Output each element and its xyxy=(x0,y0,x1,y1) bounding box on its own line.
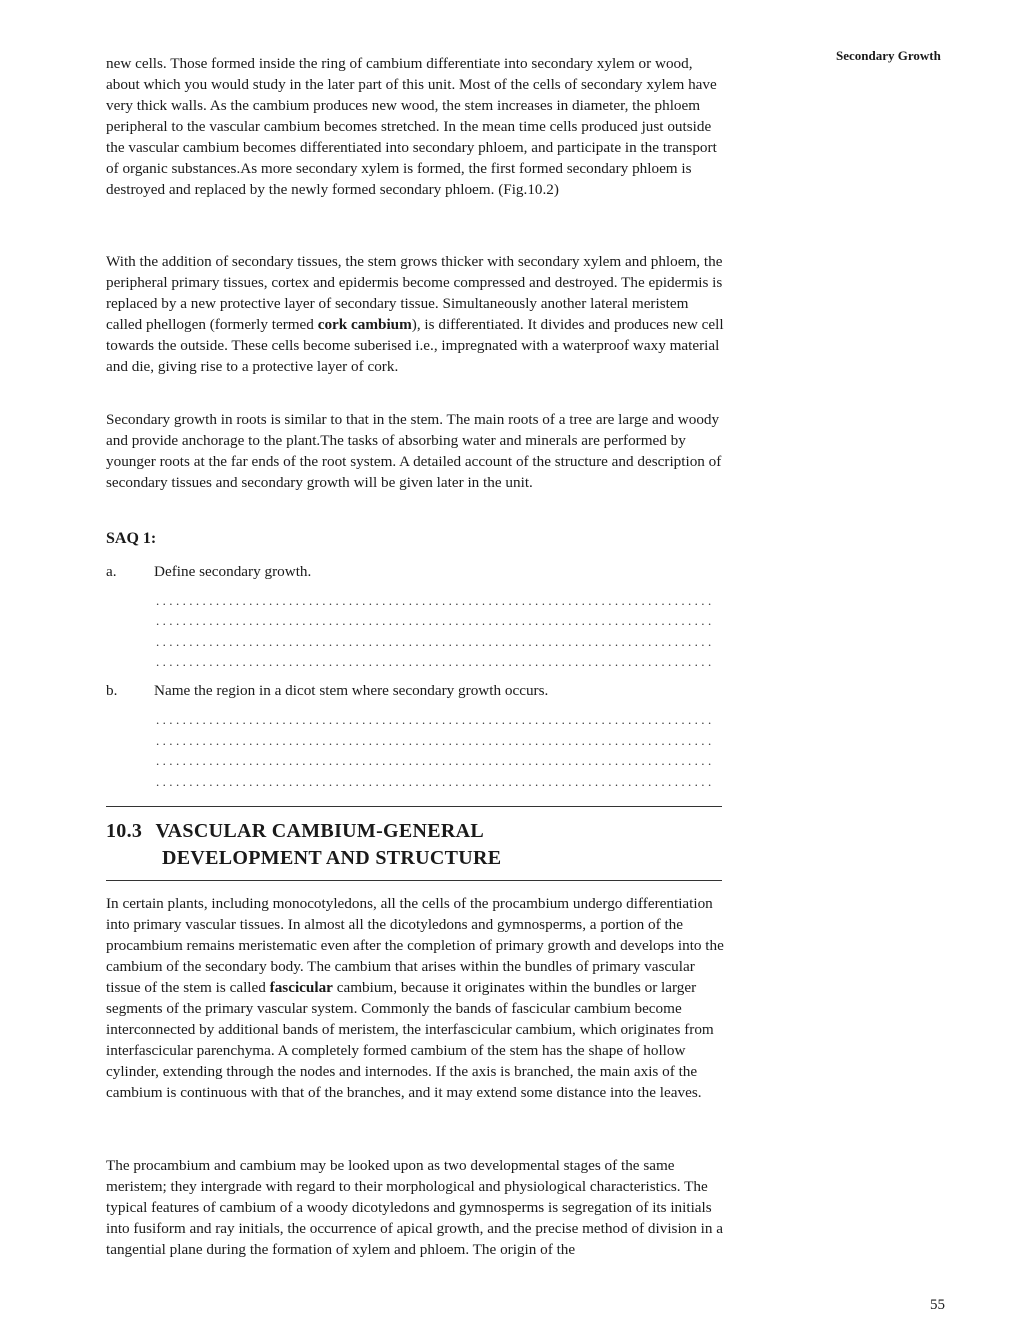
paragraph-4-part-a: In certain plants, including monocotyledons, all the cells of the procambium undergo differentiation into primary vascular tissues. In almost all the dicotyledons and gymnosperms, a portion of the procambium remains meristematic even after the completion of primary growth and develops into the cambium of the secondary body. The cambium that arises within the bundles of primary vascular tissue of the stem is called xyxy=(106,895,724,996)
question-b-text: Name the region in a dicot stem where secondary growth occurs. xyxy=(154,682,549,699)
paragraph-5-text: The procambium and cambium may be looked upon as two developmental stages of the same meristem; they intergrade with regard to their morphological and physiological characteristics. The typical features of cambium of a woody dicotyledons and gymnosperms is segregation of its initials into fusiform and ray initials, the occurrence of apical growth, and the precise method of division in a tangential plane during the formation of xylem and phloem. The origin of the xyxy=(106,1157,724,1258)
paragraph-1-text: new cells. Those formed inside the ring of cambium differentiate into secondary xylem or wood, about which you would study in the later part of this unit. Most of the cells of secondary xylem have very thick walls. As the cambium produces new wood, the stem increases in diameter, the phloem peripheral to the vascular cambium becomes stretched. In the mean time cells produced just outside the vascular cambium becomes differentiated into secondary phloem, and participate in the transport of organic substances.As more secondary xylem is formed, the first formed secondary phloem is destroyed and replaced by the newly formed secondary phloem. (Fig.10.2) xyxy=(106,55,717,198)
answer-line: .................................................................................... xyxy=(156,733,715,748)
paragraph-5 xyxy=(106,1155,726,1260)
paragraph-3-text: Secondary growth in roots is similar to that in the stem. The main roots of a tree are large and woody and provide anchorage to the plant.The tasks of absorbing water and minerals are performed by younger roots at the far ends of the root system. A detailed account of the structure and description of secondary tissues and secondary growth will be given later in the unit. xyxy=(106,411,722,491)
answer-line: .................................................................................... xyxy=(156,593,715,608)
answer-line: .................................................................................... xyxy=(156,774,715,789)
question-a-text: Define secondary growth. xyxy=(154,563,312,580)
paragraph-4-part-b: cambium, because it originates within the bundles or larger segments of the primary vascular system. Commonly the bands of fascicular cambium become interconnected by additional bands of meristem, the interfascicular cambium, which originates from interfascicular parenchyma. A completely formed cambium of the stem has the shape of hollow cylinder, extending through the nodes and internodes. If the axis is branched, the main axis of the cambium is continuous with that of the branches, and it may extend some distance into the leaves. xyxy=(106,979,714,1101)
term-fascicular: fascicular xyxy=(269,979,333,996)
paragraph-4-text xyxy=(106,893,726,1103)
page-number: 55 xyxy=(930,1297,945,1313)
paragraph-3 xyxy=(106,409,726,493)
saq-title: SAQ 1: xyxy=(106,530,157,547)
section-title-line-2: DEVELOPMENT AND STRUCTURE xyxy=(162,847,502,869)
paragraph-4 xyxy=(106,893,726,1103)
question-b-label: b. xyxy=(106,682,118,699)
term-cork-cambium: cork cambium xyxy=(317,316,412,333)
answer-line: .................................................................................... xyxy=(156,753,715,768)
running-head: Secondary Growth xyxy=(836,48,941,63)
paragraph-2-text xyxy=(106,251,726,377)
paragraph-2 xyxy=(106,251,726,377)
section-divider-top xyxy=(106,806,722,807)
paragraph-2-part-b: ), is differentiated. It divides and produces new cell towards the outside. These cells become suberised i.e., impregnated with a waterproof waxy material and die, giving rise to a protective layer of cork. xyxy=(106,316,724,375)
section-heading xyxy=(106,820,484,843)
answer-line: .................................................................................... xyxy=(156,634,715,649)
answer-line: .................................................................................... xyxy=(156,712,715,727)
paragraph-2-part-a: With the addition of secondary tissues, the stem grows thicker with secondary xylem and phloem, the peripheral primary tissues, cortex and epidermis become compressed and destroyed. The epidermis is replaced by a new protective layer of secondary tissue. Simultaneously another lateral meristem called phellogen (formerly termed xyxy=(106,253,723,333)
section-divider-bottom xyxy=(106,880,722,881)
section-number: 10.3 xyxy=(106,820,143,842)
question-a-label: a. xyxy=(106,563,117,580)
answer-line: .................................................................................... xyxy=(156,613,715,628)
paragraph-1 xyxy=(106,53,726,200)
section-title-line-1: VASCULAR CAMBIUM-GENERAL xyxy=(155,820,485,842)
answer-line: .................................................................................... xyxy=(156,654,715,669)
